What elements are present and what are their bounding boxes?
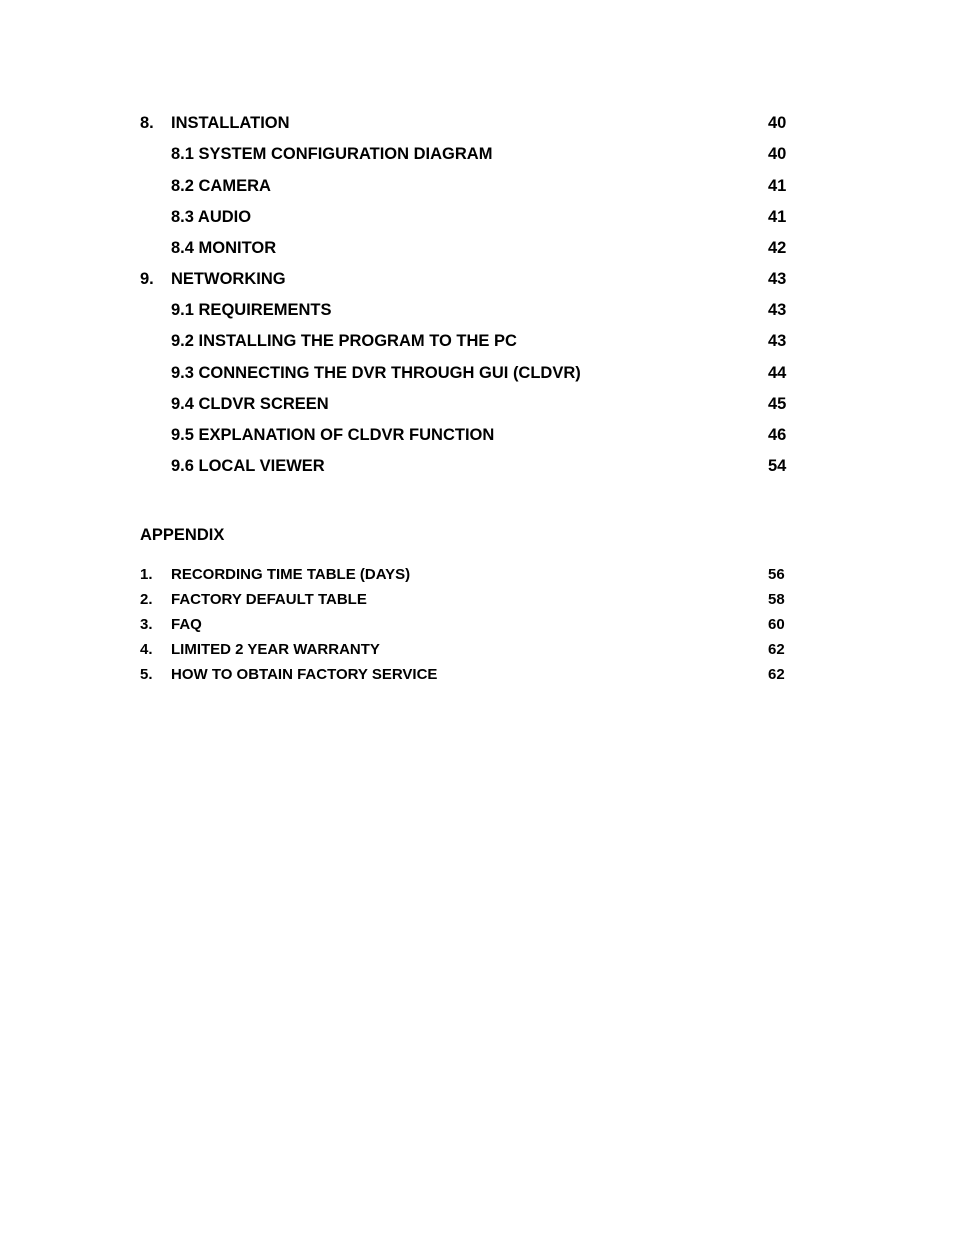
toc-entry [0,268,954,290]
toc-entry-title: 9.6 LOCAL VIEWER [171,457,325,475]
toc-entry-title: 8.1 SYSTEM CONFIGURATION DIAGRAM [171,145,493,163]
appendix-heading: APPENDIX [140,526,225,544]
toc-entry [0,362,954,384]
appendix-entry-page: 62 [768,666,785,683]
toc-entry-title: INSTALLATION [171,114,290,132]
toc-entry-title: 9.5 EXPLANATION OF CLDVR FUNCTION [171,426,495,444]
appendix-entry [0,664,954,686]
toc-entry [0,112,954,134]
toc-entry-page: 41 [768,208,787,226]
appendix-entry-page: 62 [768,641,785,658]
toc-entry-page: 42 [768,239,787,257]
toc-entry [0,299,954,321]
appendix-entry [0,564,954,586]
toc-entry-page: 54 [768,457,787,475]
toc-entry [0,175,954,197]
toc-entry-page: 44 [768,364,787,382]
toc-entry-page: 43 [768,332,787,350]
toc-entry-title: 8.3 AUDIO [171,208,252,226]
toc-entry-page: 46 [768,426,787,444]
appendix-entry-title: FACTORY DEFAULT TABLE [171,591,367,608]
appendix-entry [0,589,954,611]
appendix-entry-number: 5. [140,666,153,683]
toc-entry-title: 8.2 CAMERA [171,177,271,195]
appendix-entry-title: FAQ [171,616,202,633]
appendix-entry-title: HOW TO OBTAIN FACTORY SERVICE [171,666,438,683]
toc-entry-number: 9. [140,270,154,288]
toc-entry [0,330,954,352]
appendix-entry-title: LIMITED 2 YEAR WARRANTY [171,641,380,658]
toc-entry-page: 41 [768,177,787,195]
toc-entry [0,424,954,446]
toc-entry-title: NETWORKING [171,270,286,288]
toc-entry [0,455,954,477]
appendix-entry-number: 1. [140,566,153,583]
toc-entry-title: 9.3 CONNECTING THE DVR THROUGH GUI (CLDVR) [171,364,581,382]
appendix-entry-title: RECORDING TIME TABLE (DAYS) [171,566,411,583]
toc-entry [0,237,954,259]
appendix-entry-page: 58 [768,591,785,608]
toc-entry-title: 9.4 CLDVR SCREEN [171,395,329,413]
toc-entry-page: 40 [768,114,787,132]
toc-entry-title: 9.2 INSTALLING THE PROGRAM TO THE PC [171,332,517,350]
appendix-entry-page: 56 [768,566,785,583]
appendix-entry [0,614,954,636]
toc-entry-number: 8. [140,114,154,132]
appendix-entry-number: 2. [140,591,153,608]
toc-entry [0,393,954,415]
toc-entry-page: 40 [768,145,787,163]
toc-entry-page: 43 [768,270,787,288]
appendix-entry-number: 3. [140,616,153,633]
toc-entry [0,206,954,228]
toc-entry-title: 8.4 MONITOR [171,239,277,257]
toc-entry-page: 45 [768,395,787,413]
toc-entry-title: 9.1 REQUIREMENTS [171,301,332,319]
appendix-entry-number: 4. [140,641,153,658]
toc-entry-page: 43 [768,301,787,319]
appendix-entry-page: 60 [768,616,785,633]
toc-entry [0,143,954,165]
appendix-entry [0,639,954,661]
